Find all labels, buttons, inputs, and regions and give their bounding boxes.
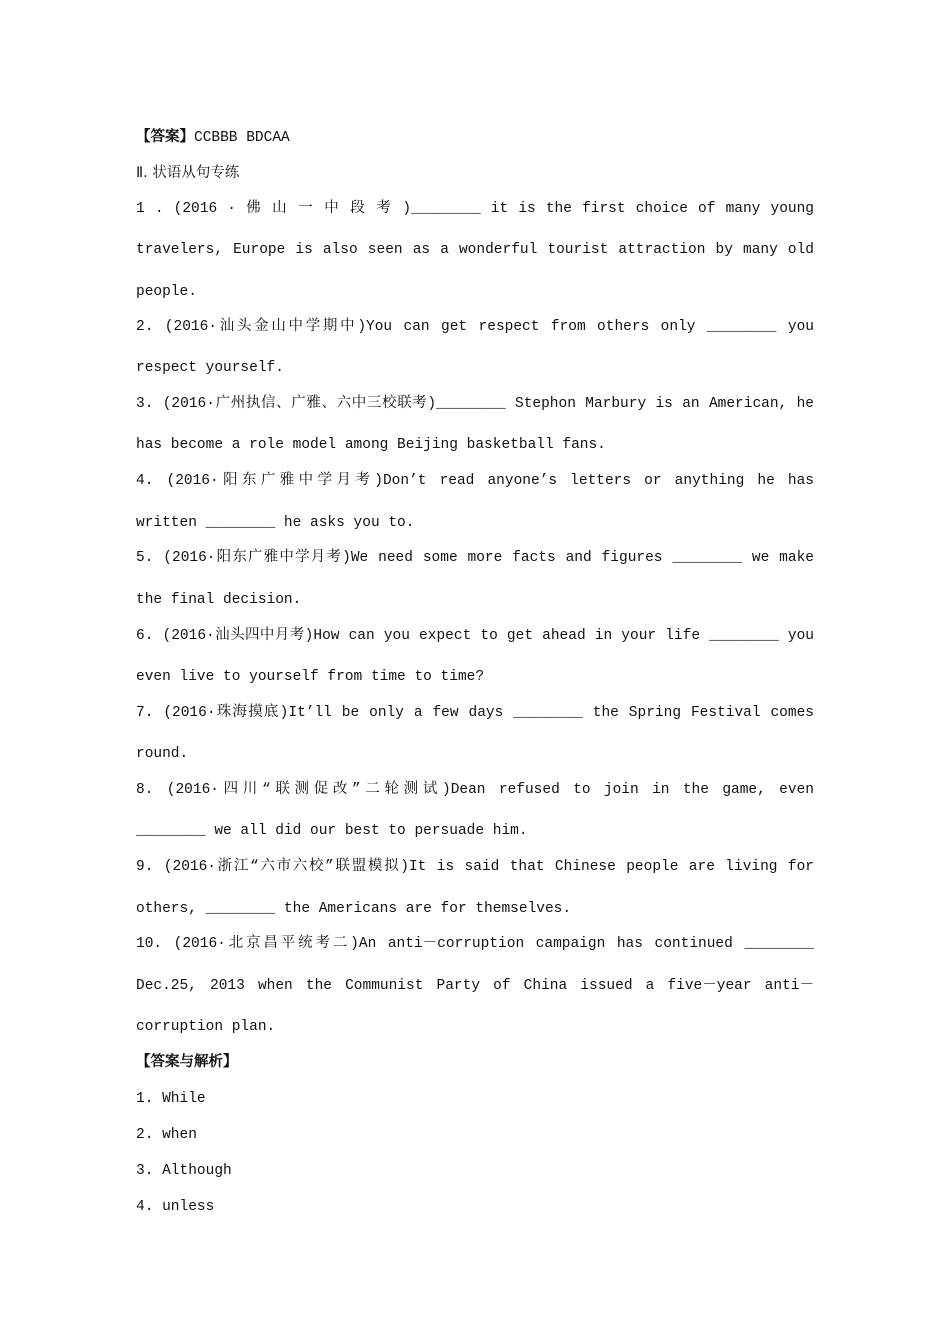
analysis-header: 【答案与解析】 bbox=[136, 1054, 238, 1070]
answer-2: 2. when bbox=[136, 1127, 197, 1143]
answer-header-line bbox=[136, 127, 814, 148]
question-2-line-2: respect yourself. bbox=[136, 360, 284, 376]
question-9-line-2: others, ________ the Americans are for themselves. bbox=[136, 901, 572, 917]
question-8-line-2: ________ we all did our best to persuade him. bbox=[136, 823, 528, 839]
section-title: Ⅱ. 状语从句专练 bbox=[136, 165, 240, 181]
question-6-line-1: 6. (2016·汕头四中月考)How can you expect to get ahead in your life ________ you bbox=[136, 628, 814, 644]
question-3-line-1: 3. (2016·广州执信、广雅、六中三校联考)________ Stephon Marbury is an American, he bbox=[136, 396, 814, 412]
question-3-line-2: has become a role model among Beijing basketball fans. bbox=[136, 437, 606, 453]
question-1-line-3: people. bbox=[136, 284, 197, 300]
question-1-line-2: travelers, Europe is also seen as a wonderful tourist attraction by many old bbox=[136, 242, 814, 258]
question-4-line-1: 4. (2016·阳东广雅中学月考)Don’t read anyone’s letters or anything he has bbox=[136, 473, 814, 489]
answer-label: 【答案】 bbox=[136, 129, 194, 145]
question-7-line-2: round. bbox=[136, 746, 189, 762]
answer-value: CCBBB BDCAA bbox=[194, 130, 290, 146]
question-1-line-1: 1 . (2016 · 佛 山 一 中 段 考 )________ it is the first choice of many young bbox=[136, 201, 814, 217]
question-8-line-1: 8. (2016·四川“联测促改”二轮测试)Dean refused to join in the game, even bbox=[136, 782, 814, 798]
answer-1: 1. While bbox=[136, 1091, 206, 1107]
question-5-line-2: the final decision. bbox=[136, 592, 302, 608]
question-10-line-3: corruption plan. bbox=[136, 1019, 276, 1035]
question-5-line-1: 5. (2016·阳东广雅中学月考)We need some more facts and figures ________ we make bbox=[136, 550, 814, 566]
question-4-line-2: written ________ he asks you to. bbox=[136, 515, 415, 531]
question-10-line-1: 10. (2016·北京昌平统考二)An anti－corruption campaign has continued ________ bbox=[136, 936, 814, 952]
question-2-line-1: 2. (2016·汕头金山中学期中)You can get respect from others only ________ you bbox=[136, 319, 814, 335]
question-6-line-2: even live to yourself from time to time? bbox=[136, 669, 485, 685]
answer-3: 3. Although bbox=[136, 1163, 232, 1179]
question-9-line-1: 9. (2016·浙江“六市六校”联盟模拟)It is said that Chinese people are living for bbox=[136, 859, 814, 875]
question-10-line-2: Dec.25, 2013 when the Communist Party of China issued a five－year anti－ bbox=[136, 978, 814, 994]
answer-4: 4. unless bbox=[136, 1199, 215, 1215]
question-7-line-1: 7. (2016·珠海摸底)It’ll be only a few days ________ the Spring Festival comes bbox=[136, 705, 814, 721]
